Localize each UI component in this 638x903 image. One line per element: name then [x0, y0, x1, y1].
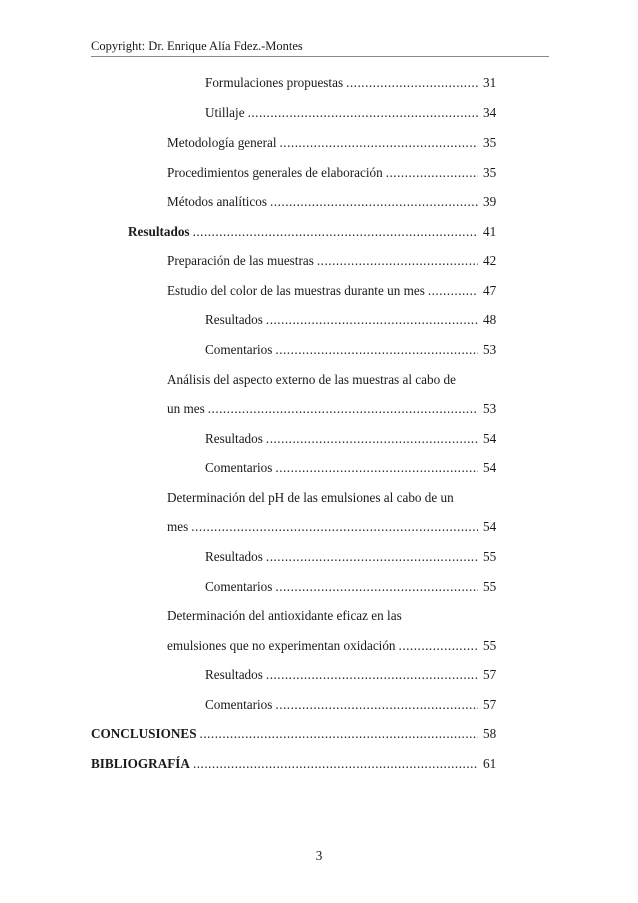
toc-entry [205, 430, 478, 448]
toc-entry-title: Resultados [128, 224, 190, 239]
toc-entry-title-line1: Determinación del antioxidante eficaz en las [167, 608, 402, 623]
toc-entry [167, 134, 478, 152]
leader-dots [191, 518, 478, 536]
toc-entry-page: 34 [483, 105, 497, 120]
leader-dots [270, 193, 478, 211]
toc-entry-title: Procedimientos generales de elaboración [167, 165, 383, 180]
leader-dots [317, 252, 478, 270]
toc-entry [167, 637, 478, 655]
toc-entry-page: 42 [483, 253, 497, 268]
toc-entry [205, 696, 478, 714]
leader-dots [193, 223, 478, 241]
toc-entry-title: un mes [167, 401, 205, 416]
toc-entry-title: Métodos analíticos [167, 194, 267, 209]
toc-entry-page: 55 [483, 638, 497, 653]
copyright-header: Copyright: Dr. Enrique Alía Fdez.-Montes [91, 38, 549, 57]
toc-entry-page: 55 [483, 579, 497, 594]
leader-dots [266, 666, 478, 684]
toc-entry-title: Resultados [205, 549, 263, 564]
leader-dots [346, 74, 478, 92]
toc-entry-page: 53 [483, 401, 497, 416]
leader-dots [266, 430, 478, 448]
toc-entry [167, 518, 478, 536]
toc-entry-page: 53 [483, 342, 497, 357]
toc-entry [167, 282, 478, 300]
toc-entry-title: Comentarios [205, 460, 273, 475]
toc-entry-title: Preparación de las muestras [167, 253, 314, 268]
toc-entry-title: Utillaje [205, 105, 245, 120]
toc-entry [91, 755, 478, 773]
toc-entry-title: emulsiones que no experimentan oxidación [167, 638, 396, 653]
toc-entry [167, 164, 478, 182]
leader-dots [248, 104, 478, 122]
toc-entry [167, 252, 478, 270]
toc-entry [205, 341, 478, 359]
toc-entry [167, 193, 478, 211]
toc-entry-title: Comentarios [205, 579, 273, 594]
toc-entry-page: 47 [483, 283, 497, 298]
toc-entry [205, 578, 478, 596]
leader-dots [266, 311, 478, 329]
leader-dots [275, 341, 478, 359]
leader-dots [275, 578, 478, 596]
toc-entry-title: Comentarios [205, 697, 273, 712]
toc-entry-page: 35 [483, 165, 497, 180]
leader-dots [399, 637, 478, 655]
toc-entry-page: 35 [483, 135, 497, 150]
toc-entry-page: 55 [483, 549, 497, 564]
toc-entry-page: 31 [483, 75, 497, 90]
toc-entry [205, 74, 478, 92]
toc-entry [205, 459, 478, 477]
toc-entry-page: 61 [483, 756, 497, 771]
toc-entry [205, 311, 478, 329]
toc-entry-title: Metodología general [167, 135, 277, 150]
leader-dots [193, 755, 478, 773]
toc-entry-title-line1: Análisis del aspecto externo de las muestras al cabo de [167, 372, 456, 387]
toc-entry [205, 666, 478, 684]
leader-dots [275, 459, 478, 477]
toc-entry-title: mes [167, 519, 189, 534]
toc-entry-page: 41 [483, 224, 497, 239]
leader-dots [200, 725, 478, 743]
toc-entry-title: Estudio del color de las muestras durante un mes [167, 283, 425, 298]
leader-dots [208, 400, 478, 418]
toc-entry-page: 54 [483, 460, 497, 475]
leader-dots [428, 282, 478, 300]
toc-entry-page: 48 [483, 312, 497, 327]
toc-entry-title: Formulaciones propuestas [205, 75, 344, 90]
toc-entry [205, 548, 478, 566]
leader-dots [386, 164, 478, 182]
page-number: 3 [315, 848, 323, 863]
toc-entry-title-line1: Determinación del pH de las emulsiones al cabo de un [167, 490, 454, 505]
leader-dots [275, 696, 478, 714]
toc-entry-page: 39 [483, 194, 497, 209]
toc-entry [128, 223, 478, 241]
toc-entry-title: BIBLIOGRAFÍA [91, 756, 190, 771]
toc-entry-page: 57 [483, 697, 497, 712]
toc-entry [167, 400, 478, 418]
leader-dots [266, 548, 478, 566]
toc-entry-page: 58 [483, 726, 497, 741]
toc-entry-title: Resultados [205, 431, 263, 446]
toc-entry-title: Comentarios [205, 342, 273, 357]
leader-dots [280, 134, 479, 152]
toc-entry-page: 54 [483, 519, 497, 534]
toc-entry-title: Resultados [205, 312, 263, 327]
toc-entry [205, 104, 478, 122]
toc-entry-page: 57 [483, 667, 497, 682]
toc-entry-title: Resultados [205, 667, 263, 682]
toc-entry-title: CONCLUSIONES [91, 726, 197, 741]
toc-entry [91, 725, 478, 743]
toc-entry-page: 54 [483, 431, 497, 446]
